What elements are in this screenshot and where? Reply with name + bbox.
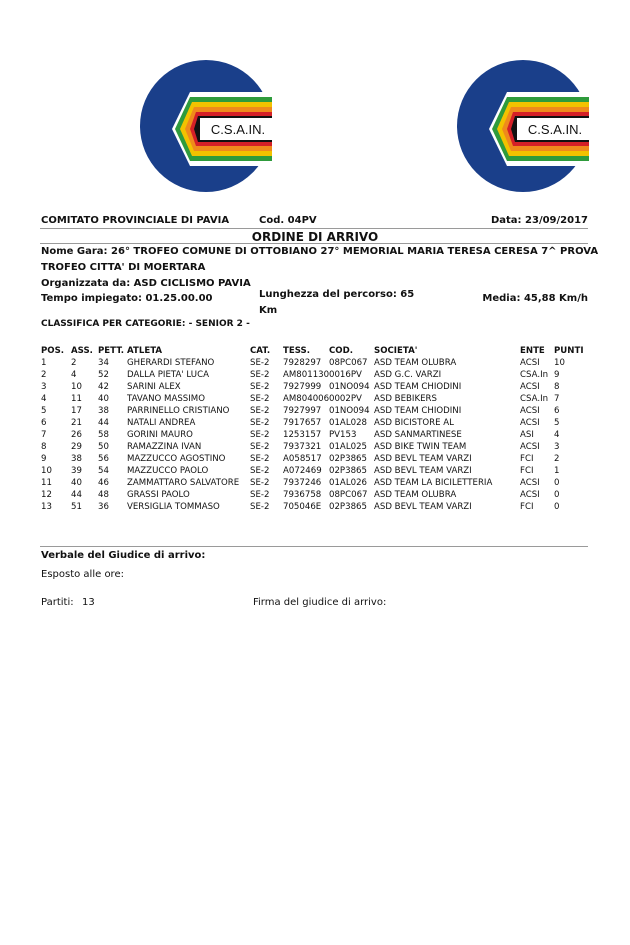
cell-atleta: NATALI ANDREA <box>127 418 196 428</box>
table-row <box>41 393 594 405</box>
cell-tess: 7927999 <box>283 382 322 392</box>
cell-atleta: PARRINELLO CRISTIANO <box>127 406 230 416</box>
cell-cat: SE-2 <box>250 502 270 512</box>
page-title: ORDINE DI ARRIVO <box>251 230 379 244</box>
column-header-tess: TESS. <box>283 346 310 356</box>
column-header-punti: PUNTI <box>554 346 584 356</box>
cell-punti: 2 <box>554 454 560 464</box>
cell-societa: ASD TEAM OLUBRA <box>374 490 457 500</box>
cell-tess: A072469 <box>283 466 322 476</box>
cell-ente: ACSI <box>520 358 540 368</box>
cell-punti: 5 <box>554 418 560 428</box>
cell-societa: ASD BIKE TWIN TEAM <box>374 442 467 452</box>
cell-cod: 08PC067 <box>329 490 368 500</box>
cell-ass: 21 <box>71 418 82 428</box>
column-header-cat: CAT. <box>250 346 271 356</box>
cell-pett: 50 <box>98 442 109 452</box>
cell-tess: AM801130 <box>283 370 329 380</box>
table-row <box>41 441 594 453</box>
cell-pos: 5 <box>41 406 47 416</box>
cell-atleta: RAMAZZINA IVAN <box>127 442 202 452</box>
cell-pos: 7 <box>41 430 47 440</box>
cell-atleta: GORINI MAURO <box>127 430 193 440</box>
cell-societa: ASD BICISTORE AL <box>374 418 454 428</box>
cell-atleta: VERSIGLIA TOMMASO <box>127 502 220 512</box>
cell-atleta: GHERARDI STEFANO <box>127 358 215 368</box>
document-code: Cod. 04PV <box>259 215 317 226</box>
cell-cat: SE-2 <box>250 358 270 368</box>
cell-pos: 1 <box>41 358 47 368</box>
cell-punti: 10 <box>554 358 565 368</box>
table-row <box>41 357 594 369</box>
cell-ass: 51 <box>71 502 82 512</box>
table-row <box>41 369 594 381</box>
cell-cat: SE-2 <box>250 454 270 464</box>
cell-tess: 7936758 <box>283 490 322 500</box>
cell-cod: 02P3865 <box>329 454 367 464</box>
cell-pos: 6 <box>41 418 47 428</box>
cell-tess: 7937246 <box>283 478 322 488</box>
partiti-value: 13 <box>82 597 95 608</box>
cell-ente: ASI <box>520 430 534 440</box>
cell-cod: 01NO094 <box>329 382 370 392</box>
cell-punti: 8 <box>554 382 560 392</box>
table-row <box>41 429 594 441</box>
cell-ass: 4 <box>71 370 77 380</box>
cell-ente: FCI <box>520 466 534 476</box>
cell-societa: ASD BEVL TEAM VARZI <box>374 466 472 476</box>
cell-atleta: ZAMMATTARO SALVATORE <box>127 478 240 488</box>
cell-cat: SE-2 <box>250 430 270 440</box>
table-row <box>41 465 594 477</box>
cell-ente: ACSI <box>520 478 540 488</box>
cell-tess: 7927997 <box>283 406 322 416</box>
cell-punti: 9 <box>554 370 560 380</box>
cell-ass: 44 <box>71 490 82 500</box>
cell-tess: AM804006 <box>283 394 329 404</box>
cell-societa: ASD TEAM CHIODINI <box>374 382 462 392</box>
column-header-atleta: ATLETA <box>127 346 163 356</box>
cell-tess: 705046E <box>283 502 322 512</box>
column-header-cod: COD. <box>329 346 354 356</box>
table-row <box>41 489 594 501</box>
cell-ente: CSA.In <box>520 370 549 380</box>
csain-logo-text: C.S.A.IN. <box>527 122 583 137</box>
cell-atleta: MAZZUCCO AGOSTINO <box>127 454 226 464</box>
cell-ass: 38 <box>71 454 82 464</box>
cell-cat: SE-2 <box>250 418 270 428</box>
cell-ente: ACSI <box>520 490 540 500</box>
cell-pett: 48 <box>98 490 109 500</box>
cell-punti: 0 <box>554 502 560 512</box>
cell-societa: ASD SANMARTINESE <box>374 430 462 440</box>
cell-cat: SE-2 <box>250 466 270 476</box>
race-category: CLASSIFICA PER CATEGORIE: - SENIOR 2 - <box>41 319 250 329</box>
table-row <box>41 453 594 465</box>
cell-pos: 2 <box>41 370 47 380</box>
cell-pett: 34 <box>98 358 109 368</box>
results-header-row <box>41 345 594 357</box>
cell-pett: 58 <box>98 430 109 440</box>
cell-tess: A058517 <box>283 454 322 464</box>
header-rule <box>40 228 588 229</box>
cell-ass: 40 <box>71 478 82 488</box>
cell-societa: ASD BEVL TEAM VARZI <box>374 454 472 464</box>
cell-cat: SE-2 <box>250 442 270 452</box>
race-name-line1: Nome Gara: 26° TROFEO COMUNE DI OTTOBIANO 27° MEMORIAL MARIA TERESA CERESA 7^ PROVA <box>41 246 599 257</box>
cell-atleta: SARINI ALEX <box>127 382 181 392</box>
cell-tess: 7928297 <box>283 358 322 368</box>
cell-atleta: MAZZUCCO PAOLO <box>127 466 209 476</box>
committee-name: COMITATO PROVINCIALE DI PAVIA <box>41 215 230 226</box>
cell-pos: 11 <box>41 478 52 488</box>
cell-pos: 13 <box>41 502 52 512</box>
race-average: Media: 45,88 Km/h <box>482 293 588 304</box>
cell-pos: 9 <box>41 454 47 464</box>
column-header-societa: SOCIETA' <box>374 346 418 356</box>
cell-ass: 29 <box>71 442 82 452</box>
column-header-ente: ENTE <box>520 346 545 356</box>
results-table <box>41 345 594 513</box>
cell-atleta: DALLA PIETA' LUCA <box>127 370 209 380</box>
cell-punti: 7 <box>554 394 560 404</box>
cell-ente: CSA.In <box>520 394 549 404</box>
cell-pett: 36 <box>98 502 109 512</box>
race-length-unit: Km <box>259 305 278 316</box>
cell-ente: ACSI <box>520 382 540 392</box>
cell-cat: SE-2 <box>250 478 270 488</box>
document-date: Data: 23/09/2017 <box>490 215 588 226</box>
results-body <box>41 357 594 513</box>
cell-ass: 11 <box>71 394 82 404</box>
cell-punti: 0 <box>554 490 560 500</box>
table-row <box>41 477 594 489</box>
cell-societa: ASD TEAM OLUBRA <box>374 358 457 368</box>
cell-punti: 0 <box>554 478 560 488</box>
cell-pett: 40 <box>98 394 109 404</box>
cell-ente: ACSI <box>520 406 540 416</box>
csain-logo-left <box>140 60 272 192</box>
cell-punti: 4 <box>554 430 560 440</box>
cell-pos: 8 <box>41 442 47 452</box>
table-row <box>41 417 594 429</box>
verbale-label: Verbale del Giudice di arrivo: <box>41 550 206 561</box>
cell-pett: 38 <box>98 406 109 416</box>
race-length: Lunghezza del percorso: 65 <box>259 289 415 300</box>
cell-pos: 12 <box>41 490 52 500</box>
column-header-pett: PETT. <box>98 346 125 356</box>
csain-logo-graphic <box>457 60 589 192</box>
cell-cod: 0002PV <box>329 394 362 404</box>
cell-societa: ASD BEVL TEAM VARZI <box>374 502 472 512</box>
esposto-label: Esposto alle ore: <box>41 569 124 580</box>
cell-punti: 6 <box>554 406 560 416</box>
cell-ass: 17 <box>71 406 82 416</box>
column-header-pos: POS. <box>41 346 65 356</box>
csain-logo-right <box>457 60 589 192</box>
race-time: Tempo impiegato: 01.25.00.00 <box>41 293 213 304</box>
cell-ente: FCI <box>520 502 534 512</box>
cell-cod: 02P3865 <box>329 502 367 512</box>
csain-logo-graphic <box>140 60 272 192</box>
cell-cat: SE-2 <box>250 382 270 392</box>
cell-cod: 08PC067 <box>329 358 368 368</box>
cell-pett: 46 <box>98 478 109 488</box>
table-row <box>41 381 594 393</box>
cell-atleta: TAVANO MASSIMO <box>127 394 205 404</box>
cell-tess: 7937321 <box>283 442 322 452</box>
cell-pett: 54 <box>98 466 109 476</box>
cell-cat: SE-2 <box>250 370 270 380</box>
cell-cod: 01AL028 <box>329 418 368 428</box>
cell-ente: ACSI <box>520 442 540 452</box>
race-name-line2: TROFEO CITTA' DI MOERTARA <box>41 262 206 273</box>
table-row <box>41 501 594 513</box>
cell-cat: SE-2 <box>250 394 270 404</box>
cell-tess: 1253157 <box>283 430 322 440</box>
cell-pett: 52 <box>98 370 109 380</box>
cell-ass: 10 <box>71 382 82 392</box>
cell-tess: 7917657 <box>283 418 322 428</box>
race-organizer: Organizzata da: ASD CICLISMO PAVIA <box>41 278 251 289</box>
cell-ente: ACSI <box>520 418 540 428</box>
cell-pos: 3 <box>41 382 47 392</box>
cell-ente: FCI <box>520 454 534 464</box>
cell-pett: 44 <box>98 418 109 428</box>
cell-pett: 42 <box>98 382 109 392</box>
cell-cat: SE-2 <box>250 406 270 416</box>
title-rule <box>40 243 588 244</box>
cell-punti: 3 <box>554 442 560 452</box>
cell-ass: 2 <box>71 358 77 368</box>
cell-atleta: GRASSI PAOLO <box>127 490 190 500</box>
cell-pett: 56 <box>98 454 109 464</box>
cell-cod: 01AL025 <box>329 442 368 452</box>
cell-cod: 02P3865 <box>329 466 367 476</box>
cell-societa: ASD G.C. VARZI <box>374 370 442 380</box>
cell-cod: 01AL026 <box>329 478 368 488</box>
firma-label: Firma del giudice di arrivo: <box>253 597 387 608</box>
table-row <box>41 405 594 417</box>
cell-ass: 26 <box>71 430 82 440</box>
cell-societa: ASD TEAM CHIODINI <box>374 406 462 416</box>
cell-cod: 0016PV <box>329 370 362 380</box>
footer-rule <box>40 546 588 547</box>
cell-cod: 01NO094 <box>329 406 370 416</box>
column-header-ass: ASS. <box>71 346 93 356</box>
cell-societa: ASD TEAM LA BICILETTERIA <box>374 478 493 488</box>
partiti-label: Partiti: <box>41 597 74 608</box>
cell-pos: 10 <box>41 466 52 476</box>
cell-punti: 1 <box>554 466 560 476</box>
cell-ass: 39 <box>71 466 82 476</box>
cell-societa: ASD BEBIKERS <box>374 394 437 404</box>
cell-cod: PV153 <box>329 430 357 440</box>
cell-cat: SE-2 <box>250 490 270 500</box>
cell-pos: 4 <box>41 394 47 404</box>
csain-logo-text: C.S.A.IN. <box>210 122 266 137</box>
